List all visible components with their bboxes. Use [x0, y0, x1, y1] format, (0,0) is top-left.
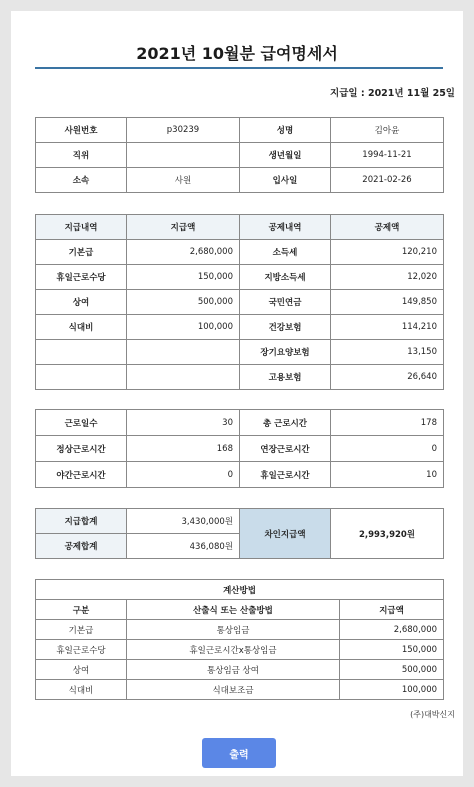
employee-name-label: 성명	[240, 118, 331, 143]
pay-amount	[127, 340, 240, 365]
column-header: 지급액	[127, 215, 240, 240]
column-header: 지급내역	[36, 215, 127, 240]
calc-category: 기본급	[36, 620, 127, 640]
title-divider	[35, 67, 443, 69]
dept-value: 사원	[127, 168, 240, 193]
table-row	[36, 660, 444, 680]
column-header: 공제액	[331, 215, 444, 240]
position-label: 직위	[36, 143, 127, 168]
calc-amount: 500,000	[340, 660, 444, 680]
deduction-item: 지방소득세	[240, 265, 331, 290]
net-pay-label: 차인지급액	[240, 509, 331, 559]
calc-amount: 150,000	[340, 640, 444, 660]
work-label: 총 근로시간	[240, 410, 331, 436]
pay-total-value: 3,430,000원	[127, 509, 240, 534]
deduction-item: 국민연금	[240, 290, 331, 315]
table-row	[36, 290, 444, 315]
table-row	[36, 462, 444, 488]
work-label: 연장근로시간	[240, 436, 331, 462]
dept-label: 소속	[36, 168, 127, 193]
pay-item: 상여	[36, 290, 127, 315]
hire-value: 2021-02-26	[331, 168, 444, 193]
work-label: 근로일수	[36, 410, 127, 436]
work-value: 0	[331, 436, 444, 462]
pay-item: 식대비	[36, 315, 127, 340]
pay-item	[36, 340, 127, 365]
company-name: (주)대박신지	[410, 710, 455, 719]
employee-id-label: 사원번호	[36, 118, 127, 143]
print-button[interactable]: 출력	[202, 738, 276, 768]
table-row	[36, 168, 444, 193]
deduction-amount: 13,150	[331, 340, 444, 365]
deduction-item: 소득세	[240, 240, 331, 265]
table-header-row	[36, 215, 444, 240]
deduction-total-value: 436,080원	[127, 534, 240, 559]
deduction-item: 장기요양보험	[240, 340, 331, 365]
column-header: 공제내역	[240, 215, 331, 240]
deduction-amount: 120,210	[331, 240, 444, 265]
deduction-total-label: 공제합계	[36, 534, 127, 559]
calc-formula: 통상임금 상여	[127, 660, 340, 680]
pay-amount: 100,000	[127, 315, 240, 340]
table-row	[36, 365, 444, 390]
summary-table	[35, 508, 444, 559]
work-label: 정상근로시간	[36, 436, 127, 462]
table-row	[36, 620, 444, 640]
calc-formula: 통상임금	[127, 620, 340, 640]
table-row	[36, 265, 444, 290]
payment-deduction-table	[35, 214, 444, 390]
payslip-paper	[11, 11, 463, 776]
table-header-row	[36, 600, 444, 620]
table-row	[36, 240, 444, 265]
page-title: 2021년 10월분 급여명세서	[136, 44, 338, 63]
work-value: 0	[127, 462, 240, 488]
work-value: 10	[331, 462, 444, 488]
work-value: 178	[331, 410, 444, 436]
table-row	[36, 315, 444, 340]
work-hours-table	[35, 409, 444, 488]
table-row	[36, 340, 444, 365]
calc-formula: 식대보조금	[127, 680, 340, 700]
table-row	[36, 680, 444, 700]
calculation-method-table	[35, 579, 444, 700]
table-row	[36, 509, 444, 534]
deduction-amount: 12,020	[331, 265, 444, 290]
employee-info-table	[35, 117, 444, 193]
pay-total-label: 지급합계	[36, 509, 127, 534]
column-header: 구분	[36, 600, 127, 620]
birth-value: 1994-11-21	[331, 143, 444, 168]
employee-id-value: p30239	[127, 118, 240, 143]
pay-item	[36, 365, 127, 390]
pay-amount: 150,000	[127, 265, 240, 290]
table-row	[36, 436, 444, 462]
calc-amount: 2,680,000	[340, 620, 444, 640]
column-header: 지급액	[340, 600, 444, 620]
work-value: 168	[127, 436, 240, 462]
calc-amount: 100,000	[340, 680, 444, 700]
calc-category: 식대비	[36, 680, 127, 700]
work-label: 야간근로시간	[36, 462, 127, 488]
pay-amount	[127, 365, 240, 390]
calc-formula: 휴일근로시간x통상임금	[127, 640, 340, 660]
net-pay-value: 2,993,920원	[331, 509, 444, 559]
work-label: 휴일근로시간	[240, 462, 331, 488]
pay-amount: 500,000	[127, 290, 240, 315]
column-header: 산출식 또는 산출방법	[127, 600, 340, 620]
pay-item: 휴일근로수당	[36, 265, 127, 290]
table-row	[36, 640, 444, 660]
deduction-amount: 149,850	[331, 290, 444, 315]
table-title-row	[36, 580, 444, 600]
table-row	[36, 410, 444, 436]
hire-label: 입사일	[240, 168, 331, 193]
table-row	[36, 143, 444, 168]
calc-title: 계산방법	[36, 580, 444, 600]
deduction-amount: 114,210	[331, 315, 444, 340]
pay-amount: 2,680,000	[127, 240, 240, 265]
deduction-item: 건강보험	[240, 315, 331, 340]
position-value	[127, 143, 240, 168]
calc-category: 휴일근로수당	[36, 640, 127, 660]
calc-category: 상여	[36, 660, 127, 680]
pay-date: 지급일 : 2021년 11월 25일	[330, 88, 455, 99]
birth-label: 생년월일	[240, 143, 331, 168]
table-row	[36, 118, 444, 143]
work-value: 30	[127, 410, 240, 436]
pay-item: 기본급	[36, 240, 127, 265]
employee-name-value: 김아윤	[331, 118, 444, 143]
deduction-amount: 26,640	[331, 365, 444, 390]
deduction-item: 고용보험	[240, 365, 331, 390]
